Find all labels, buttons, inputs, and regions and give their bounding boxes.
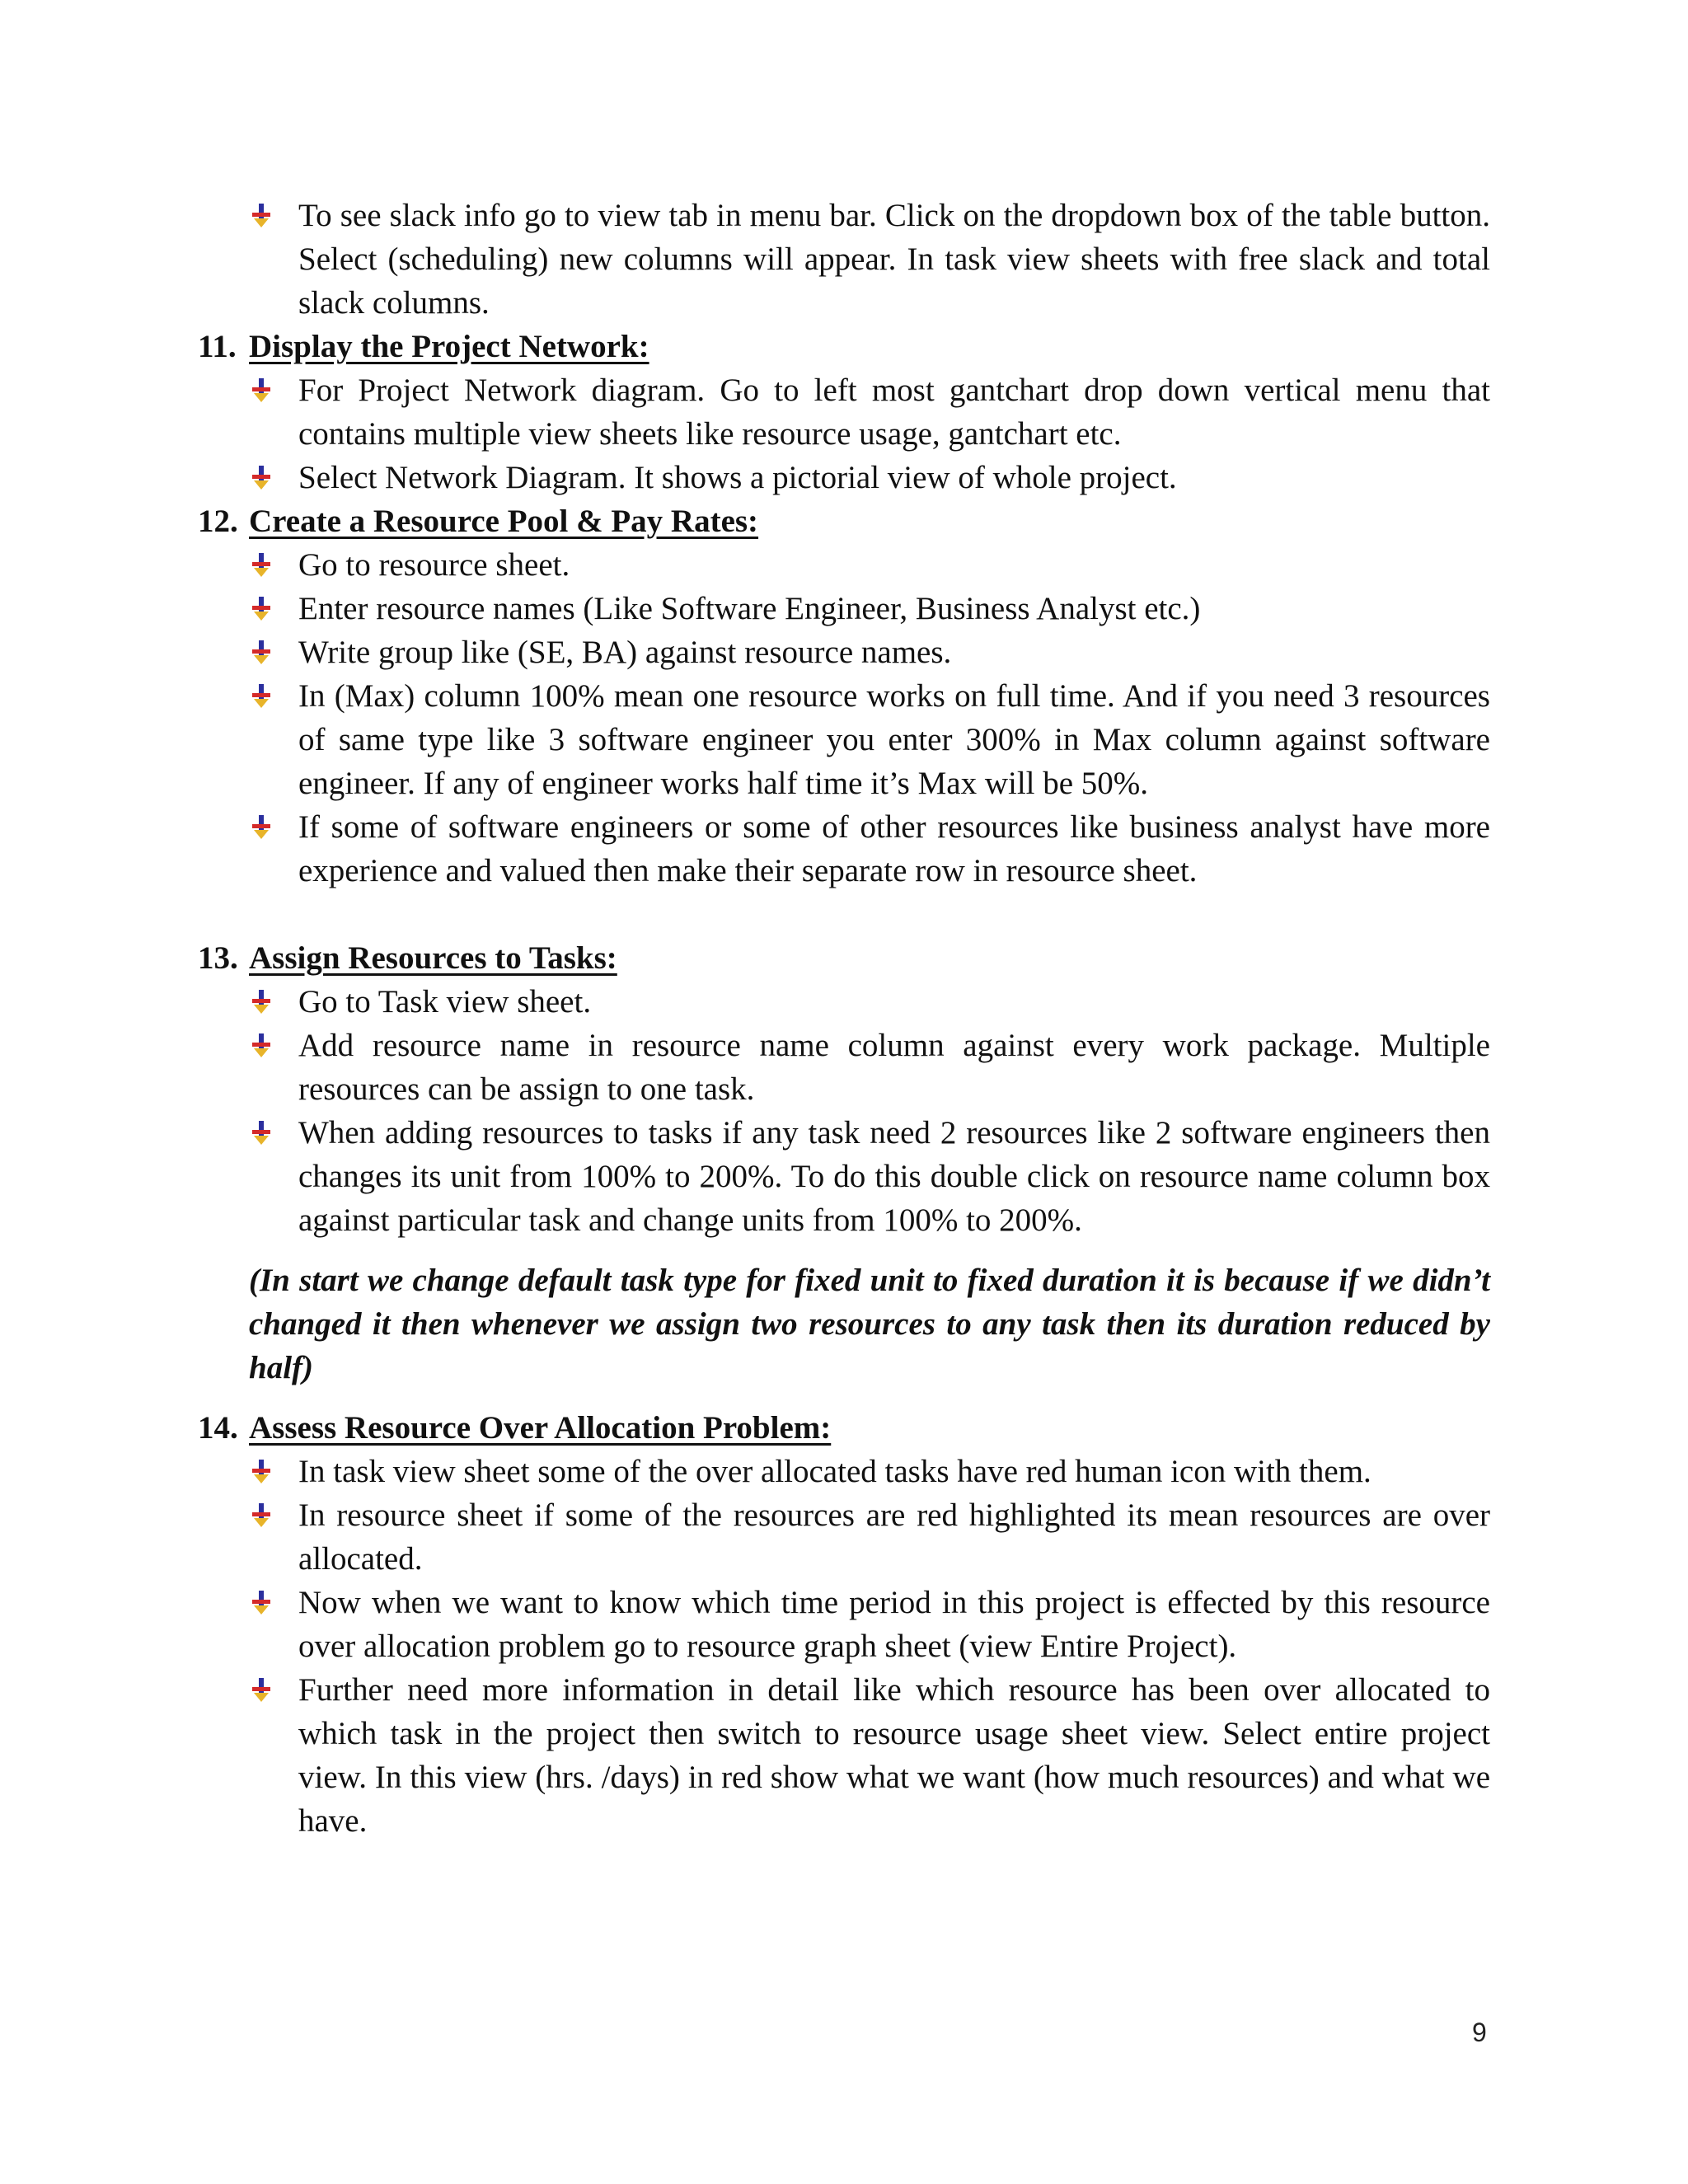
down-arrow-bullet-icon [249, 1678, 274, 1703]
list-item-text: Add resource name in resource name column against every work package. Multiple resources can be assign to one task. [298, 1028, 1490, 1107]
list-item-text: When adding resources to tasks if any task need 2 resources like 2 software engineers then changes its unit from 100% to 200%. To do this double click on resource name column box against particular task and change units from 100% to 200%. [298, 1115, 1490, 1238]
down-arrow-bullet-icon [249, 1503, 274, 1528]
list-item-text: In resource sheet if some of the resources are red highlighted its mean resources are over allocated. [298, 1497, 1490, 1577]
list-item-text: To see slack info go to view tab in menu bar. Click on the dropdown box of the table button. Select (scheduling) new columns will appear. In task view sheets with free slack and total slack columns. [298, 198, 1490, 321]
section-number: 12. [198, 504, 238, 539]
down-arrow-bullet-icon [249, 640, 274, 665]
down-arrow-bullet-icon [249, 1121, 274, 1146]
list-item [198, 1111, 1490, 1242]
list-item-text: Enter resource names (Like Software Engineer, Business Analyst etc.) [298, 591, 1201, 626]
list-item-text: Go to resource sheet. [298, 547, 570, 583]
section-number: 11. [198, 329, 237, 364]
down-arrow-bullet-icon [249, 204, 274, 228]
list-item [198, 194, 1490, 325]
list-item [198, 1668, 1490, 1843]
list-item-text: Write group like (SE, BA) against resource names. [298, 635, 952, 670]
section-heading [198, 325, 1490, 368]
section-title: Display the Project Network: [249, 329, 649, 364]
section-title: Assess Resource Over Allocation Problem: [249, 1410, 832, 1446]
down-arrow-bullet-icon [249, 466, 274, 490]
down-arrow-bullet-icon [249, 1033, 274, 1058]
down-arrow-bullet-icon [249, 597, 274, 621]
list-item-text: Select Network Diagram. It shows a pictorial view of whole project. [298, 460, 1177, 495]
list-item [198, 1450, 1490, 1493]
paragraph-spacer [198, 893, 1490, 936]
down-arrow-bullet-icon [249, 1591, 274, 1615]
down-arrow-bullet-icon [249, 1460, 274, 1484]
section-heading [198, 1406, 1490, 1450]
down-arrow-bullet-icon [249, 815, 274, 840]
section-number: 14. [198, 1410, 238, 1446]
list-item [198, 805, 1490, 893]
list-item-text: In (Max) column 100% mean one resource works on full time. And if you need 3 resources of same type like 3 software engineer you enter 300% in Max column against software engineer. If any of engineer works half time it’s Max will be 50%. [298, 678, 1490, 801]
list-item [198, 980, 1490, 1024]
down-arrow-bullet-icon [249, 553, 274, 578]
list-item [198, 1493, 1490, 1581]
section-title: Create a Resource Pool & Pay Rates: [249, 504, 759, 539]
page-number: 9 [1472, 2018, 1487, 2047]
list-item [198, 1581, 1490, 1668]
section-number: 13. [198, 940, 238, 976]
page-content [198, 194, 1490, 1843]
list-item-text: For Project Network diagram. Go to left most gantchart drop down vertical menu that contains multiple view sheets like resource usage, gantchart etc. [298, 373, 1490, 452]
list-item [198, 456, 1490, 499]
italic-note: (In start we change default task type for fixed unit to fixed duration it is because if we didn’t changed it then whenever we assign two resources to any task then its duration reduced by half) [249, 1263, 1490, 1385]
list-item [198, 587, 1490, 630]
section-heading [198, 499, 1490, 543]
section-title: Assign Resources to Tasks: [249, 940, 617, 976]
list-item-text: Now when we want to know which time period in this project is effected by this resource over allocation problem go to resource graph sheet (view Entire Project). [298, 1585, 1490, 1664]
list-item-text: In task view sheet some of the over allocated tasks have red human icon with them. [298, 1454, 1372, 1489]
down-arrow-bullet-icon [249, 684, 274, 709]
list-item [198, 1024, 1490, 1111]
list-item-text: Go to Task view sheet. [298, 984, 592, 1019]
list-item [198, 630, 1490, 674]
list-item [198, 674, 1490, 805]
list-item [198, 368, 1490, 456]
list-item [198, 543, 1490, 587]
list-item-text: If some of software engineers or some of other resources like business analyst have more experience and valued then make their separate row in resource sheet. [298, 809, 1490, 888]
down-arrow-bullet-icon [249, 378, 274, 403]
down-arrow-bullet-icon [249, 990, 274, 1015]
list-item-text: Further need more information in detail like which resource has been over allocated to which task in the project then switch to resource usage sheet view. Select entire project view. In this view (hrs. /days) in red show what we want (how much resources) and what we have. [298, 1672, 1490, 1839]
section-heading [198, 936, 1490, 980]
